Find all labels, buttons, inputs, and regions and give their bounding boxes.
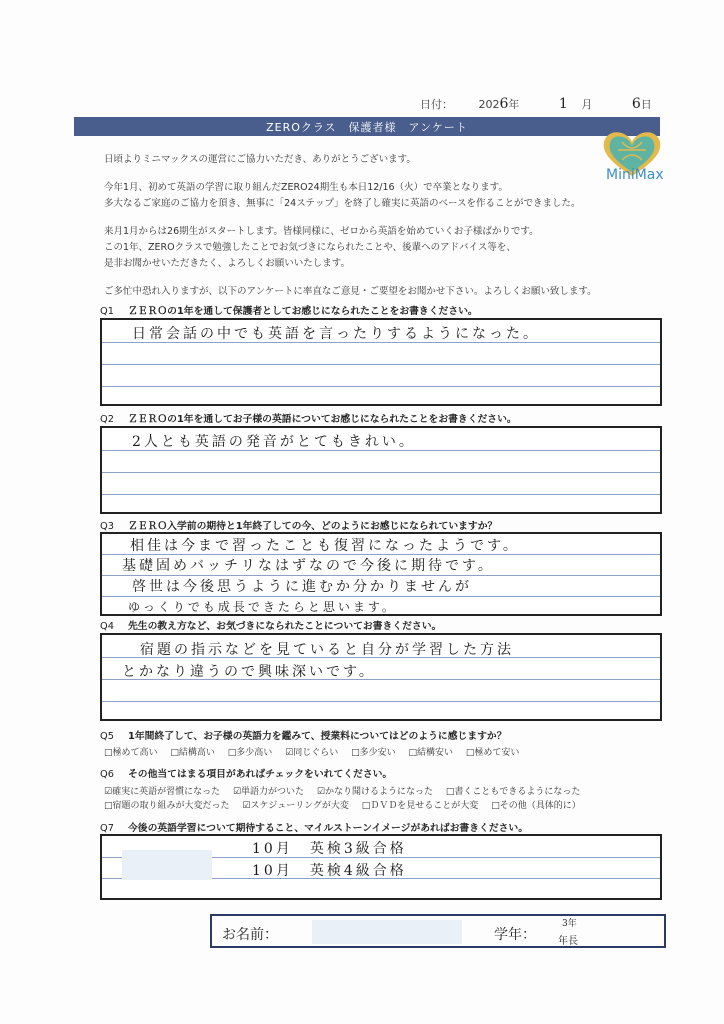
answer-q3-line-4: ゆっくりでも成長できたらと思います。: [128, 600, 397, 614]
name-grade-box: [210, 914, 666, 948]
q5-option-slightly-high[interactable]: □多少高い: [227, 748, 273, 758]
answer-box-q3[interactable]: [100, 532, 662, 616]
date-year-digit: 6: [499, 96, 509, 112]
answer-q7-line-2: 10月 英検4級合格: [252, 863, 407, 879]
question-2: Q2 ＺＥＲＯの1年を通してお子様の英語についてお感じになられたことをお書きください。: [100, 414, 517, 425]
answer-box-q4[interactable]: [100, 633, 662, 721]
q5-option-same[interactable]: ☑同じぐらい: [285, 748, 339, 758]
answer-q3-line-3: 啓世は今後思うように進むか分かりませんが: [132, 579, 472, 595]
answer-q7-line-1: 10月 英検3級合格: [252, 841, 407, 857]
q6-option-homework-hard[interactable]: □宿題の取り組みが大変だった: [104, 801, 230, 811]
answer-q4-line-2: とかなり違うので興味深いです。: [122, 664, 376, 680]
intro-text: 日頃よりミニマックスの運営にご協力いただき、ありがとうございます。 今年1月、初めて英語の学習に取り組んだZERO24期生も本日12/16（火）で卒業となります。 多大なるご家庭のご協力を頂き、無事に「24ステップ」を終了し確実に英語のベースを作ることができました。 来月1月からは26期生がスタートします。皆様同様に、ゼロから英語を始めていくお子様ばかりです。 この1年、ZEROクラスで勉強したことでお気づきになられたことや、後輩へのアドバイス等を、 是非お聞かせいただきたく、よろしくお願いいたします。 ご多忙中恐れ入りますが、以下のアンケートに率直なご意見・ご要望をお聞かせ下さい。よろしくお願い致します。: [104, 154, 597, 297]
q5-option-slightly-cheap[interactable]: □多少安い: [351, 748, 396, 758]
q5-options: [104, 745, 529, 758]
grade-value-1: 3年: [562, 919, 577, 929]
q6-option-scheduling-hard[interactable]: ☑スケジューリングが大変: [242, 801, 349, 811]
question-5: Q5 1年間終了して、お子様の英語力を鑑みて、授業料についてはどのように感じますか？: [100, 731, 507, 742]
answer-q3-line-2: 基礎固めバッチリなはずなので今後に期待です。: [122, 558, 495, 574]
logo-text: MiniMax: [606, 167, 664, 183]
q5-option-very-cheap[interactable]: □極めて安い: [465, 748, 520, 758]
date-line: 日付： 2026年 1 月 6日: [420, 96, 652, 112]
q6-option-other[interactable]: □その他（具体的に）: [491, 801, 581, 811]
answer-box-q1[interactable]: [100, 318, 662, 406]
answer-box-q2[interactable]: [100, 426, 662, 514]
date-year-prefix: 202: [478, 98, 500, 111]
q5-option-quite-high[interactable]: □結構高い: [170, 748, 215, 758]
survey-title: ZEROクラス 保護者様 アンケート: [266, 120, 468, 134]
q6-option-writing[interactable]: □書くこともできるようになった: [445, 787, 581, 797]
question-4: Q4 先生の教え方など、お気づきになられたことについてお書きください。: [100, 621, 442, 632]
grade-value-2: 年長: [558, 936, 578, 947]
answer-q2-line-1: 2人とも英語の発音がとてもきれい。: [132, 434, 416, 450]
question-3: Q3 ＺＥＲＯ入学前の期待と1年終了しての今、どのようにお感じになられていますか？: [100, 521, 498, 532]
answer-box-q7[interactable]: [100, 834, 662, 900]
q6-options-row-1: [104, 784, 590, 797]
question-6: Q6 その他当てはまる項目があればチェックをいれてください。: [100, 769, 393, 780]
date-day: 6: [631, 96, 641, 112]
q6-options-row-2: [104, 798, 591, 811]
answer-q1-line-1: 日常会話の中でも英語を言ったりするようになった。: [132, 326, 540, 342]
question-1: Q1 ＺＥＲＯの1年を通して保護者としてお感じになられたことをお書きください。: [100, 306, 478, 317]
q5-option-quite-cheap[interactable]: □結構安い: [408, 748, 454, 758]
redacted-area: [122, 850, 212, 880]
q6-option-listening[interactable]: ☑かなり聞けるようになった: [316, 787, 433, 797]
question-7: Q7 今後の英語学習について期待すること、マイルストーンイメージがあればお書きください。: [100, 823, 529, 834]
survey-title-bar: [74, 117, 660, 136]
answer-q3-line-1: 相佳は今まで習ったことも復習になったようです。: [130, 538, 520, 554]
grade-label: 学年：: [494, 927, 536, 943]
q6-option-dvd-hard[interactable]: □ＤＶＤを見せることが大変: [361, 801, 479, 811]
q5-option-very-high[interactable]: □極めて高い: [104, 748, 158, 758]
name-field[interactable]: [312, 920, 462, 944]
q6-option-vocabulary[interactable]: ☑単語力がついた: [232, 787, 305, 797]
name-label: お名前：: [222, 927, 278, 943]
date-month: 1: [558, 96, 568, 112]
q6-option-habit[interactable]: ☑確実に英語が習慣になった: [104, 787, 221, 797]
answer-q4-line-1: 宿題の指示などを見ていると自分が学習した方法: [140, 642, 514, 658]
